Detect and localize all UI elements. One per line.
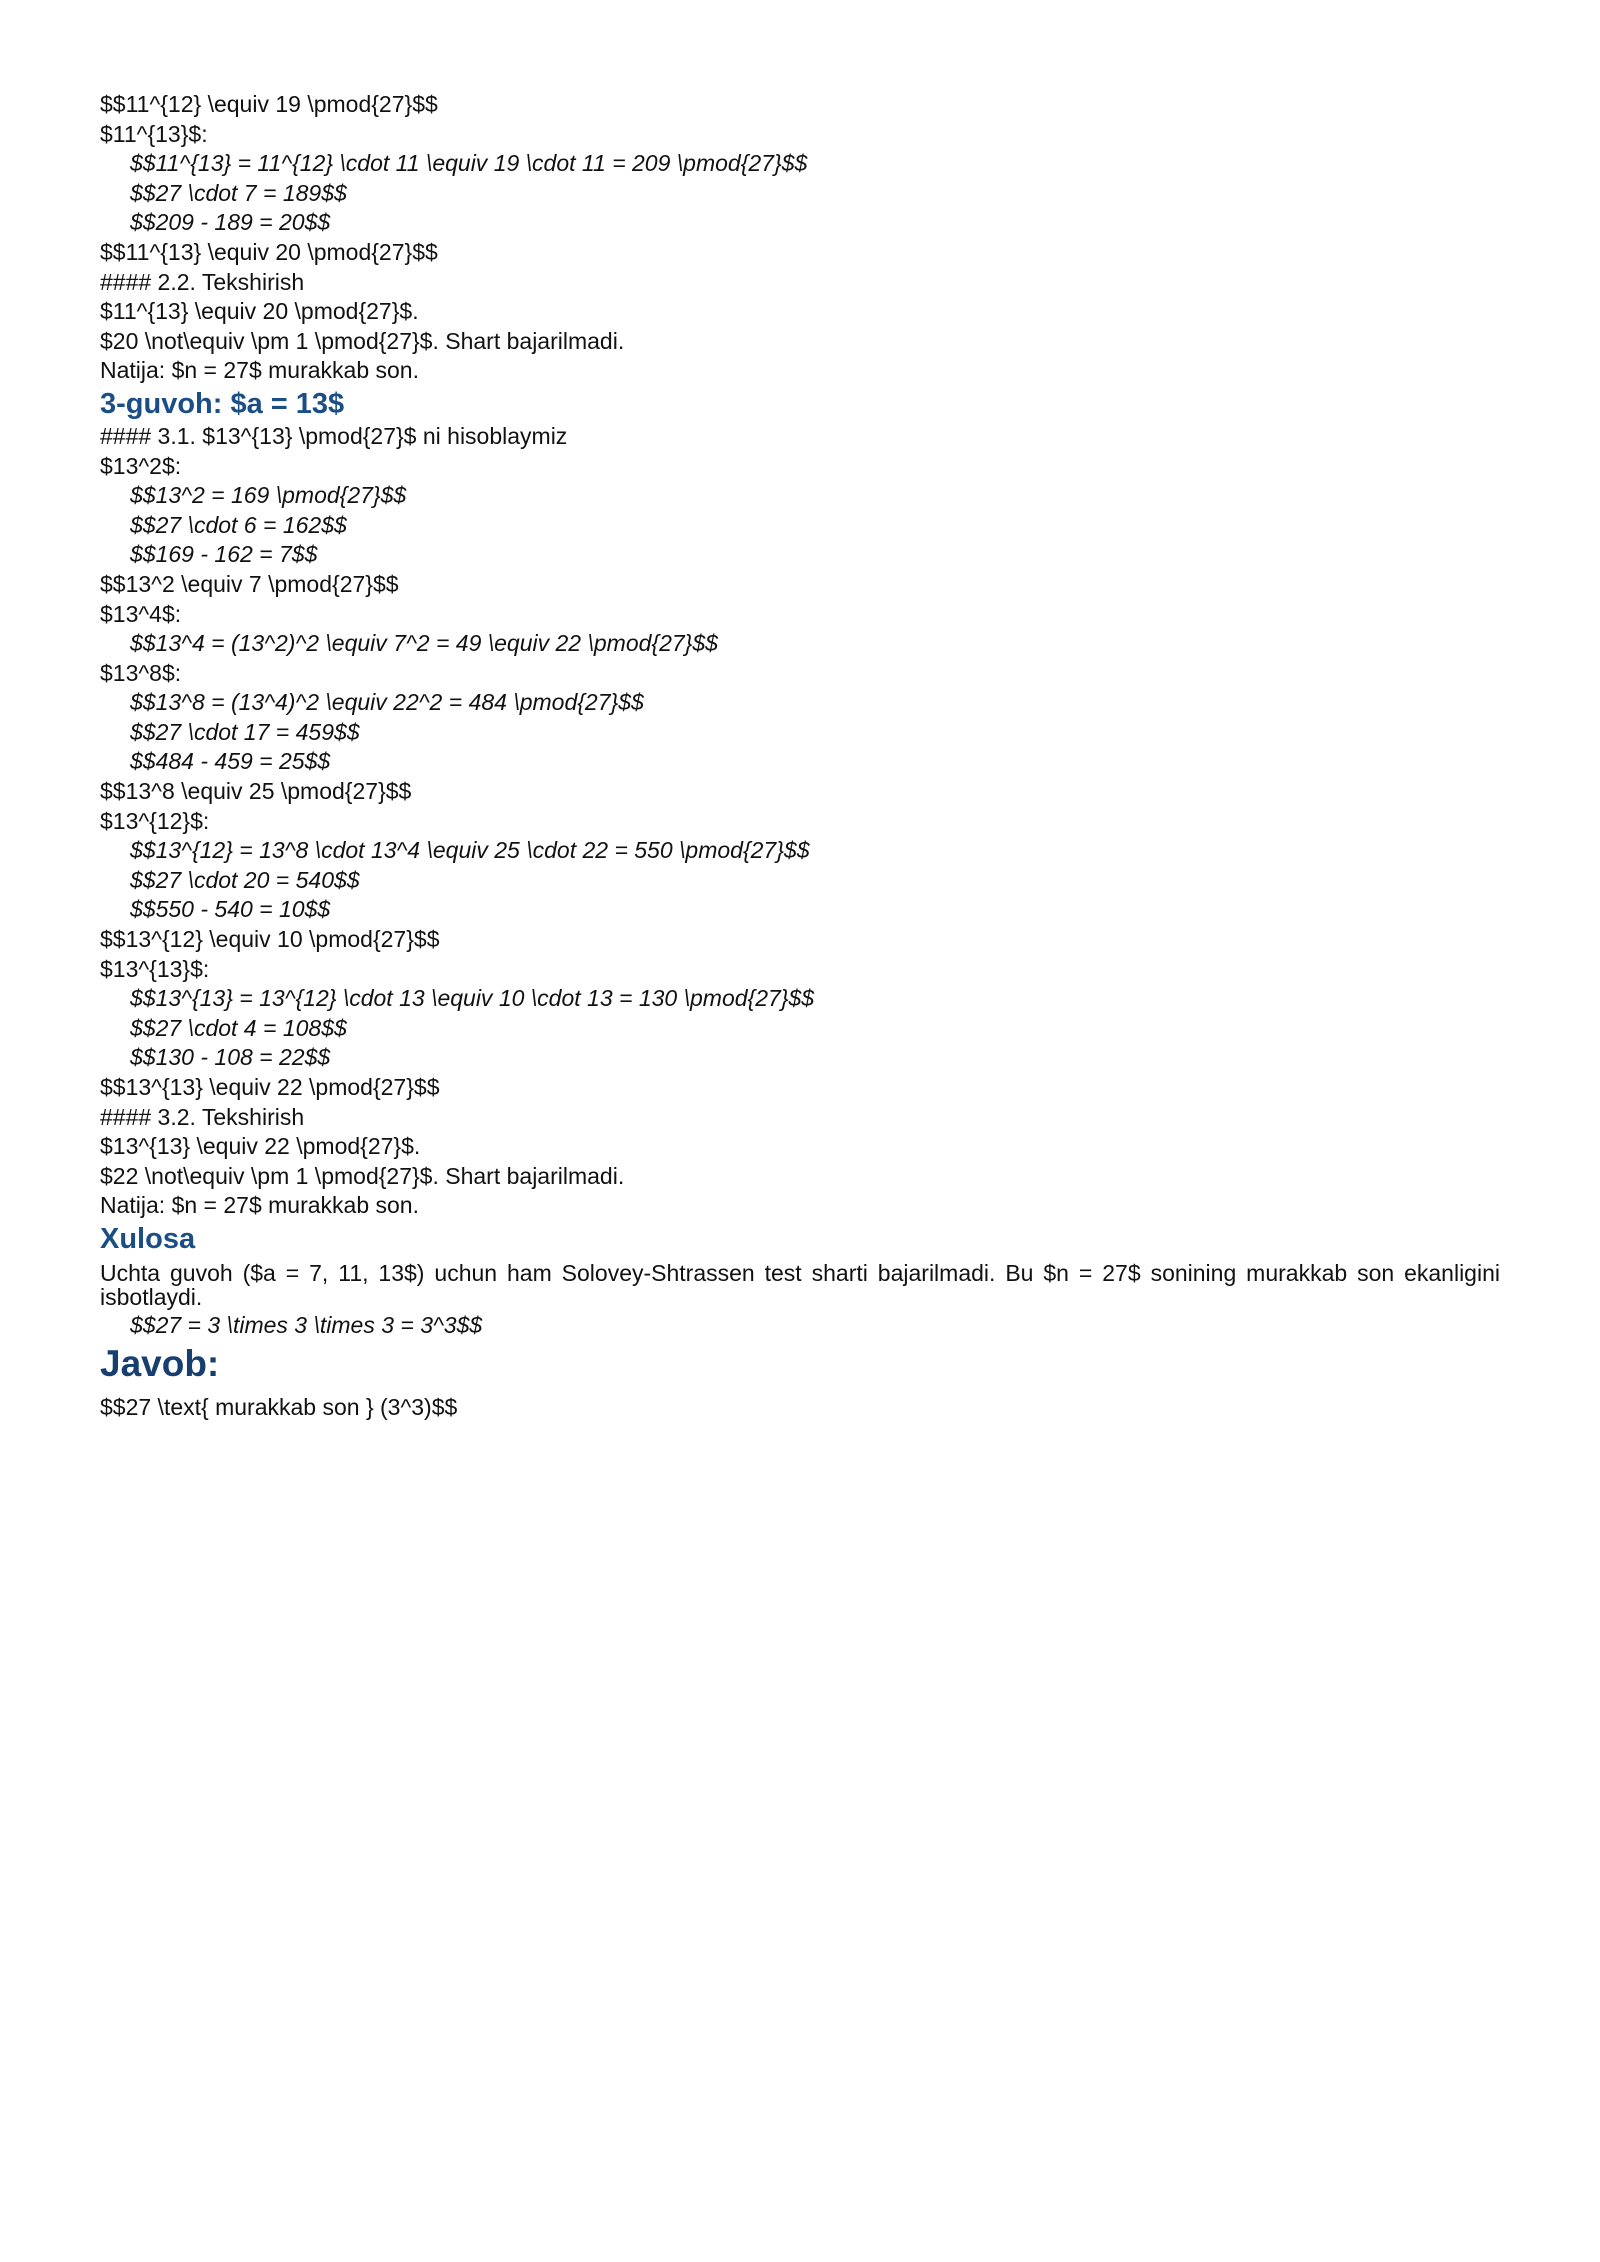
subheading-line: #### 3.2. Tekshirish — [100, 1103, 305, 1130]
text-line: $11^{13} \equiv 20 \pmod{27}$. — [100, 298, 419, 325]
text-line: $$11^{12} \equiv 19 \pmod{27}$$ — [100, 91, 438, 117]
subheading-line: #### 2.2. Tekshirish — [100, 268, 305, 295]
text-line: $13^{13}$: — [100, 955, 210, 982]
formula-line: $$27 = 3 \times 3 \times 3 = 3^3$$ — [130, 1311, 483, 1338]
formula-line: $$11^{13} = 11^{12} \cdot 11 \equiv 19 \cdot 11 = 209 \pmod{27}$$ — [130, 150, 808, 177]
result-line: Natija: $n = 27$ murakkab son. — [100, 357, 419, 384]
text-line: $$13^2 \equiv 7 \pmod{27}$$ — [100, 570, 399, 597]
text-line: $13^{12}$: — [100, 807, 210, 834]
formula-line: $$169 - 162 = 7$$ — [130, 541, 318, 568]
formula-line: $$130 - 108 = 22$$ — [130, 1044, 331, 1071]
formula-line: $$27 \cdot 4 = 108$$ — [130, 1014, 347, 1041]
answer-line: $$27 \text{ murakkab son } (3^3)$$ — [100, 1393, 458, 1420]
text-line: $22 \not\equiv \pm 1 \pmod{27}$. Shart bajarilmadi. — [100, 1162, 625, 1189]
text-line: $$13^8 \equiv 25 \pmod{27}$$ — [100, 778, 412, 805]
text-line: $13^{13} \equiv 22 \pmod{27}$. — [100, 1133, 421, 1160]
formula-line: $$13^2 = 169 \pmod{27}$$ — [130, 482, 407, 509]
formula-line: $$27 \cdot 7 = 189$$ — [130, 179, 347, 206]
formula-line: $$13^8 = (13^4)^2 \equiv 22^2 = 484 \pmod{27}$$ — [130, 689, 644, 716]
formula-line: $$484 - 459 = 25$$ — [130, 748, 331, 775]
text-line: $13^2$: — [100, 452, 182, 479]
text-line: $11^{13}$: — [100, 120, 208, 147]
formula-line: $$209 - 189 = 20$$ — [130, 209, 331, 236]
text-line: $13^4$: — [100, 600, 182, 627]
text-line: $$13^{12} \equiv 10 \pmod{27}$$ — [100, 926, 440, 953]
text-line: $$13^{13} \equiv 22 \pmod{27}$$ — [100, 1074, 440, 1100]
conclusion-paragraph: Uchta guvoh ($a = 7, 11, 13$) uchun ham Solovey-Shtrassen test sharti bajarilmadi. Bu $n = 27$ sonining murakkab son ekanligini isbotlaydi. — [100, 1259, 1500, 1310]
subheading-line: #### 3.1. $13^{13} \pmod{27}$ ni hisoblaymiz — [100, 422, 568, 449]
text-line: $13^8$: — [100, 659, 182, 686]
formula-line: $$27 \cdot 17 = 459$$ — [130, 718, 360, 745]
formula-line: $$27 \cdot 6 = 162$$ — [130, 511, 347, 538]
text-line: $20 \not\equiv \pm 1 \pmod{27}$. Shart bajarilmadi. — [100, 327, 625, 354]
formula-line: $$550 - 540 = 10$$ — [130, 896, 331, 923]
formula-line: $$13^{13} = 13^{12} \cdot 13 \equiv 10 \cdot 13 = 130 \pmod{27}$$ — [130, 985, 815, 1012]
answer-heading: Javob: — [100, 1342, 220, 1384]
formula-line: $$27 \cdot 20 = 540$$ — [130, 866, 360, 893]
section-heading-conclusion: Xulosa — [100, 1222, 196, 1255]
result-line: Natija: $n = 27$ murakkab son. — [100, 1192, 419, 1219]
section-heading-witness-3: 3-guvoh: $a = 13$ — [100, 387, 345, 420]
text-line: $$11^{13} \equiv 20 \pmod{27}$$ — [100, 238, 438, 265]
formula-line: $$13^4 = (13^2)^2 \equiv 7^2 = 49 \equiv 22 \pmod{27}$$ — [130, 630, 718, 657]
formula-line: $$13^{12} = 13^8 \cdot 13^4 \equiv 25 \cdot 22 = 550 \pmod{27}$$ — [130, 837, 810, 864]
